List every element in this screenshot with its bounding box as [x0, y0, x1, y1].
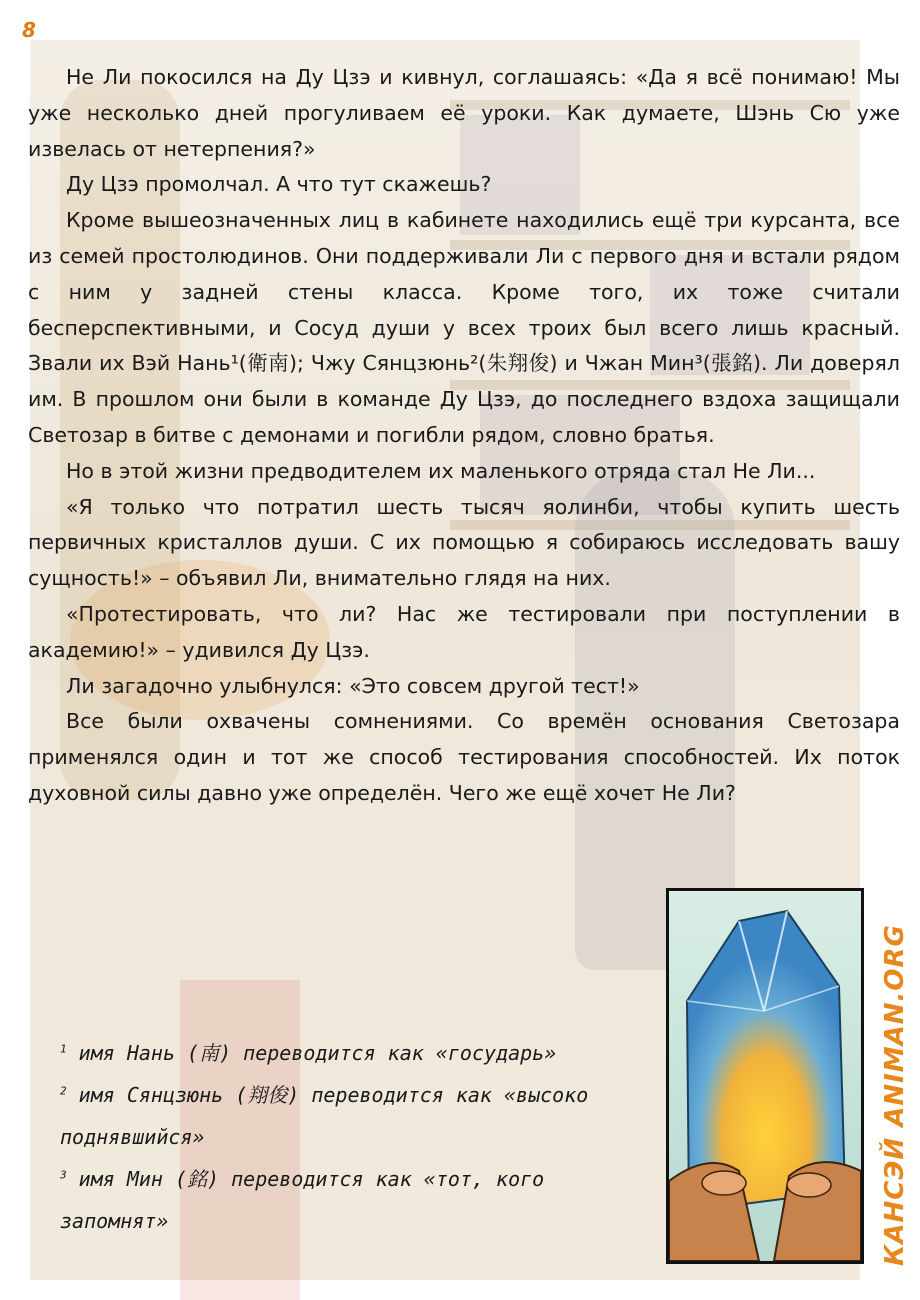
page-number: 8 [22, 18, 36, 42]
paragraph: Но в этой жизни предводителем их маленького отряда стал Не Ли... [66, 458, 816, 483]
watermark-text: КАНСЭЙ ANIMAN.ORG [880, 924, 910, 1266]
footnote-mark: 2 [60, 1084, 67, 1098]
crystal-illustration-panel [666, 888, 864, 1264]
story-text [28, 60, 900, 812]
footnotes [60, 1032, 620, 1242]
paragraph: «Я только что потратил шесть тысяч яолинби, чтобы купить шесть первичных кристаллов души. С их помощью я собираюсь исследовать вашу сущность!» – объявил Ли, внимательно глядя на них. [28, 494, 900, 591]
footnote [60, 1074, 620, 1158]
paragraph: Все были охвачены сомнениями. Со времён основания Светозара применялся один и тот же способ тестирования способностей. Их поток духовной силы давно уже определён. Чего же ещё хочет Не Ли? [28, 709, 900, 805]
footnote-mark: 3 [60, 1168, 67, 1182]
footnote-mark: 1 [60, 1042, 67, 1056]
paragraph: Ли загадочно улыбнулся: «Это совсем другой тест!» [66, 673, 640, 698]
paragraph: Ду Цзэ промолчал. А что тут скажешь? [66, 172, 492, 197]
paragraph: «Протестировать, что ли? Нас же тестировали при поступлении в академию!» – удивился Ду Цзэ. [28, 601, 900, 662]
paragraph: Не Ли покосился на Ду Цзэ и кивнул, соглашаясь: «Да я всё понимаю! Мы уже несколько дней прогуливаем её уроки. Как думаете, Шэнь Сю уже извелась от нетерпения?» [28, 65, 900, 161]
footnote-text: имя Сянцзюнь (翔俊) переводится как «высоко поднявшийся» [60, 1083, 589, 1149]
watermark [870, 910, 920, 1280]
footnote-text: имя Мин (銘) переводится как «тот, кого запомнят» [60, 1167, 545, 1233]
footnote [60, 1032, 620, 1074]
paragraph: Кроме вышеозначенных лиц в кабинете находились ещё три курсанта, все из семей простолюдинов. Они поддерживали Ли с первого дня и встали рядом с ним у задней стены класса. Кроме того, их тоже считали бесперспективными, и Сосуд души у всех троих был всего лишь красный. Звали их Вэй Нань¹(衛南); Чжу Сянцзюнь²(朱翔俊) и Чжан Мин³(張銘). Ли доверял им. В прошлом они были в команде Ду Цзэ, до последнего вздоха защищали Светозар в битве с демонами и погибли рядом, словно братья. [28, 208, 900, 447]
footnote [60, 1158, 620, 1242]
footnote-text: имя Нань (南) переводится как «государь» [78, 1041, 557, 1065]
crystal-image [669, 891, 861, 1261]
